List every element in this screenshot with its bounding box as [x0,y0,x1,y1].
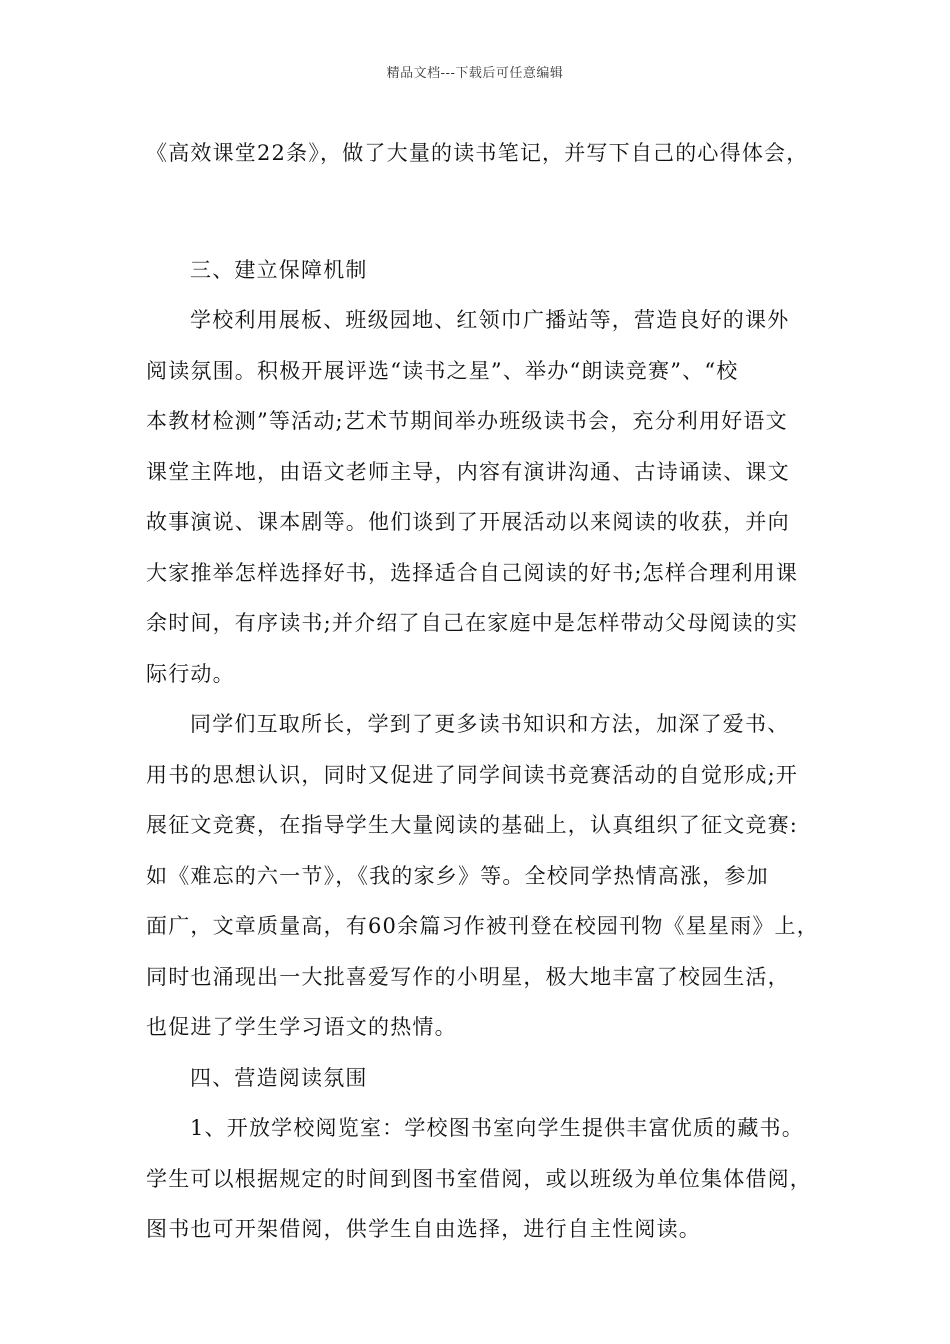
document-body [146,128,826,1255]
text-line: 余时间，有序读书;并介绍了自己在家庭中是怎样带动父母阅读的实 [146,611,799,635]
text-line: 故事演说、课本剧等。他们谈到了开展活动以来阅读的收获，并向 [146,510,790,534]
text-line: 学生可以根据规定的时间到图书室借阅，或以班级为单位集体借阅， [146,1166,812,1191]
text-line: 学校利用展板、班级园地、红领巾广播站等，营造良好的课外 [190,308,790,332]
text-line: 如《难忘的六一节》，《我的家乡》等。全校同学热情高涨，参加 [146,863,769,888]
text-line: 同学们互取所长，学到了更多读书知识和方法，加深了爱书、 [190,712,790,736]
text-line: 展征文竞赛，在指导学生大量阅读的基础上，认真组织了征文竞赛: [146,813,799,837]
text-line: 课堂主阵地，由语文老师主导，内容有演讲沟通、古诗诵读、课文 [146,459,790,484]
text-line: 阅读氛围。积极开展评选“读书之星”、举办“朗读竞赛”、“校 [146,358,739,383]
text-line: 面广，文章质量高，有60余篇习作被刊登在校园刊物《星星雨》上， [146,914,819,938]
text-line: 图书也可开架借阅，供学生自由选择，进行自主性阅读。 [146,1217,701,1241]
section-heading: 四、营造阅读氛围 [190,1065,368,1090]
section-heading: 三、建立保障机制 [190,257,368,282]
text-line: 本教材检测”等活动;艺术节期间举办班级读书会，充分利用好语文 [146,409,788,433]
text-line: 也促进了学生学习语文的热情。 [146,1015,457,1039]
text-line: 际行动。 [146,661,235,686]
paragraph-gap [146,179,826,245]
text-line: 《高效课堂22条》，做了大量的读书笔记，并写下自己的心得体会， [146,141,809,165]
text-line: 1、开放学校阅览室：学校图书室向学生提供丰富优质的藏书。 [190,1116,804,1140]
page-header: 精品文档---下载后可任意编辑 [386,66,564,81]
text-line: 大家推举怎样选择好书，选择适合自己阅读的好书;怎样合理利用课 [146,560,799,585]
text-line: 同时也涌现出一大批喜爱写作的小明星，极大地丰富了校园生活， [146,964,790,989]
text-line: 用书的思想认识，同时又促进了同学间读书竞赛活动的自觉形成;开 [146,762,799,787]
